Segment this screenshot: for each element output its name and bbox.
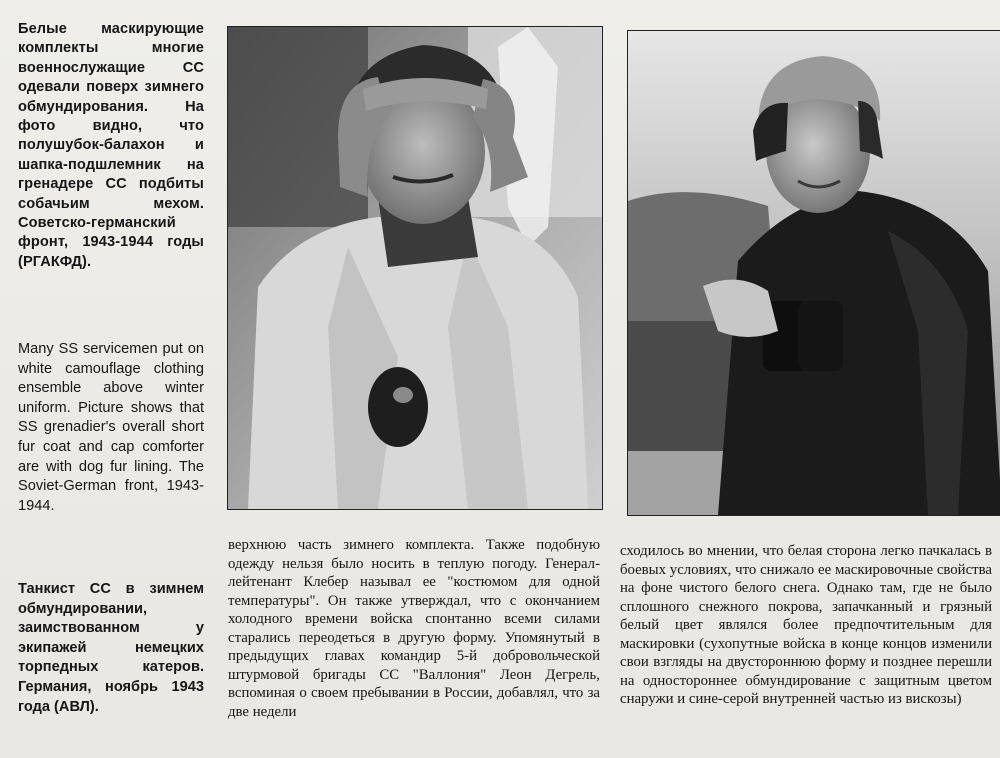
photo-ss-grenadier-image	[228, 27, 602, 509]
photo-ss-grenadier	[227, 26, 603, 510]
photo-ss-tanker-image	[628, 31, 1000, 515]
caption-russian-first: Белые маскирующие комплекты многие военнослужащие СС одевали поверх зимнего обмундирования. На фото видно, что полушубок-балахон и шапка-подшлемник на гренадере СС подбиты собачьим мехом. Советско-германский фронт, 1943-1944 годы (РГАКФД).	[18, 21, 204, 270]
photo-ss-tanker	[627, 30, 1000, 516]
body-paragraph-left: верхнюю часть зимнего комплекта. Также подобную одежду нельзя было носить в теплую погоду. Генерал-лейтенант Клебер называл ее "костюмом для одной температуры". Он также утверждал, что с окончанием холодного времени войска спонтанно всеми силами старались переодеться в другую форму. Упомянутый в предыдущих главах командир 5-й добровольческой штурмовой бригады СС "Валлония" Леон Дегрель, вспоминая о своем пребывании в России, добавлял, что за две недели	[228, 537, 600, 720]
caption-english: Many SS servicemen put on white camouflage clothing ensemble above winter uniform. Picture shows that SS grenadier's overall short fur coat and cap comforter are with dog fur lining. The Soviet-German front, 1943-1944.	[18, 341, 204, 514]
body-paragraph-right: сходилось во мнении, что белая сторона легко пачкалась в боевых условиях, что снижало ее маскировочные свойства на фоне чистого белого снега. Однако там, где не было сплошного снежного покрова, запачканный и грязный белый цвет являлся более предпочтительным для маскировки (сухопутные войска в конце концов изменили свои взгляды на двустороннюю форму и позднее перешли на одностороннее обмундирование с защитным цветом снаружи и сине-серой внутренней частью из вискозы)	[620, 543, 992, 707]
caption-russian-second: Танкист СС в зимнем обмундировании, заимствованном у экипажей немецких торпедных катеров. Германия, ноябрь 1943 года (АВЛ).	[18, 581, 204, 715]
body-text-left-column	[228, 536, 600, 721]
body-text-right-column	[620, 542, 992, 709]
